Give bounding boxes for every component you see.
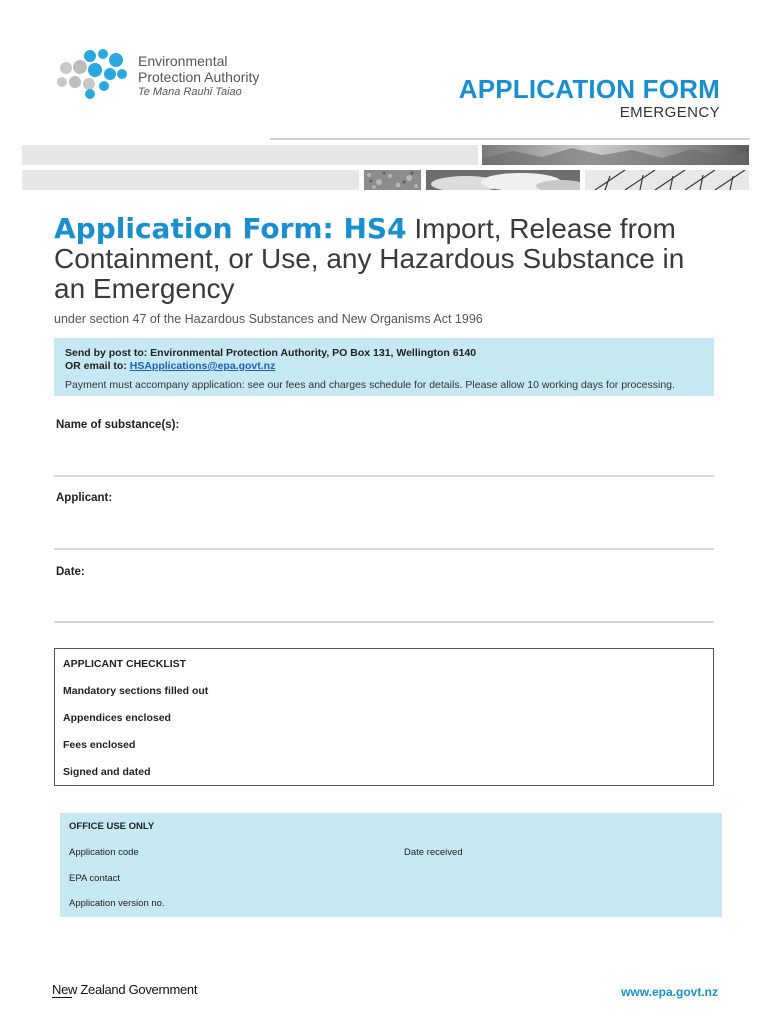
banner-photo-landscape xyxy=(482,145,749,165)
date-label: Date: xyxy=(56,566,85,578)
applicant-label: Applicant: xyxy=(56,492,113,504)
banner-photo-fern xyxy=(585,170,749,190)
application-code-label: Application code xyxy=(69,847,139,858)
legislation-reference: under section 47 of the Hazardous Substances and New Organisms Act 1996 xyxy=(54,312,483,326)
nz-government-underline xyxy=(52,997,72,998)
org-name-line1: Environmental xyxy=(138,53,228,69)
email-line xyxy=(65,360,275,372)
form-subtitle: EMERGENCY xyxy=(619,104,720,121)
form-title: APPLICATION FORM xyxy=(458,74,720,104)
applicant-field[interactable] xyxy=(54,548,714,550)
org-maori-name: Te Mana Rauhī Taiao xyxy=(138,86,242,98)
submission-info-box xyxy=(54,338,714,396)
checklist-item: Mandatory sections filled out xyxy=(63,685,209,697)
org-name xyxy=(138,53,259,100)
checklist-title: APPLICANT CHECKLIST xyxy=(63,658,187,670)
nz-government-text: New Zealand Government xyxy=(52,982,198,997)
org-name-line2: Protection Authority xyxy=(138,69,260,85)
nz-government-logo xyxy=(52,982,197,997)
page-title-description: Import, Release from Containment, or Use, any Hazardous Substance in an Emergency xyxy=(54,213,685,304)
header-divider xyxy=(270,138,750,140)
email-prefix: OR email to: xyxy=(65,360,130,372)
application-version-label: Application version no. xyxy=(69,898,165,909)
office-use-box xyxy=(60,813,722,917)
substance-name-field[interactable] xyxy=(54,475,714,477)
banner-photo-clouds xyxy=(426,170,580,190)
epa-logo-icon xyxy=(54,48,132,100)
website-link[interactable]: www.epa.govt.nz xyxy=(621,985,718,999)
payment-note: Payment must accompany application: see our fees and charges schedule for details. Please allow 10 working days for processing. xyxy=(65,379,675,391)
banner-grey-bar xyxy=(22,145,478,165)
substance-name-label: Name of substance(s): xyxy=(56,419,180,431)
email-link[interactable]: HSApplications@epa.govt.nz xyxy=(129,360,276,372)
checklist-item: Appendices enclosed xyxy=(63,712,171,724)
date-field[interactable] xyxy=(54,621,714,623)
page-title-form-code: Application Form: HS4 xyxy=(54,212,407,245)
date-received-label: Date received xyxy=(404,847,463,858)
office-use-title: OFFICE USE ONLY xyxy=(69,821,155,832)
postal-address: Send by post to: Environmental Protection Authority, PO Box 131, Wellington 6140 xyxy=(65,347,477,359)
epa-contact-label: EPA contact xyxy=(69,873,121,884)
banner-grey-bar xyxy=(22,170,359,190)
checklist-item: Fees enclosed xyxy=(63,739,136,751)
checklist-item: Signed and dated xyxy=(63,766,151,778)
applicant-checklist xyxy=(54,648,714,786)
page-title xyxy=(54,214,714,304)
banner-photo-gravel xyxy=(364,170,421,190)
